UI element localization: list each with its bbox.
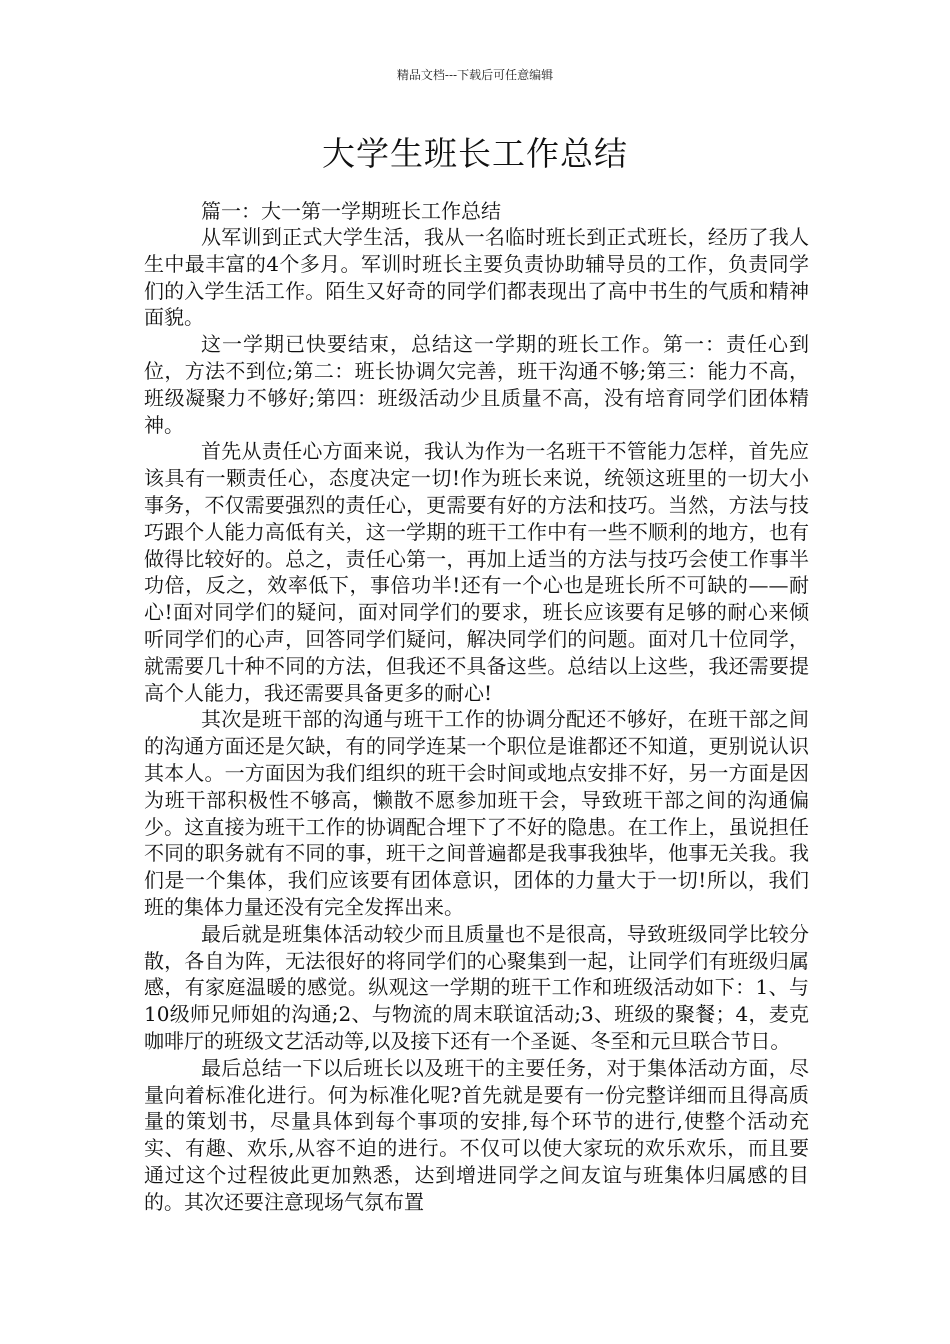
body-paragraph-4: 其次是班干部的沟通与班干工作的协调分配还不够好，在班干部之间的沟通方面还是欠缺，有的同学连某一个职位是谁都还不知道，更别说认识其本人。一方面因为我们组织的班干会时间或地点安排不好，另一方面是因为班干部积极性不够高，懒散不愿参加班干会，导致班干部之间的沟通偏少。这直接为班干工作的协调配合埋下了不好的隐患。在工作上，虽说担任不同的职务就有不同的事，班干之间普遍都是我事我独毕，他事无关我。我们是一个集体，我们应该要有团体意识，团体的力量大于一切!所以，我们班的集体力量还没有完全发挥出来。 [144, 707, 809, 919]
body-paragraph-5: 最后就是班集体活动较少而且质量也不是很高，导致班级同学比较分散，各自为阵，无法很好的将同学们的心聚集到一起，让同学们有班级归属感，有家庭温暖的感觉。纵观这一学期的班干工作和班级活动如下：1、与10级师兄师姐的沟通;2、与物流的周末联谊活动;3、班级的聚餐；4，麦克咖啡厅的班级文艺活动等,以及接下还有一个圣诞、冬至和元旦联合节日。 [144, 921, 809, 1053]
body-paragraph-2: 这一学期已快要结束，总结这一学期的班长工作。第一：责任心到位，方法不到位;第二：班长协调欠完善，班干沟通不够;第三：能力不高，班级凝聚力不够好;第四：班级活动少且质量不高，没有培育同学们团体精神。 [144, 332, 809, 437]
body-paragraph-3: 首先从责任心方面来说，我认为作为一名班干不管能力怎样，首先应该具有一颗责任心，态度决定一切!作为班长来说，统领这班里的一切大小事务，不仅需要强烈的责任心，更需要有好的方法和技巧。当然，方法与技巧跟个人能力高低有关，这一学期的班干工作中有一些不顺利的地方，也有做得比较好的。总之，责任心第一，再加上适当的方法与技巧会使工作事半功倍，反之，效率低下，事倍功半!还有一个心也是班长所不可缺的——耐心!面对同学们的疑问，面对同学们的要求，班长应该要有足够的耐心来倾听同学们的心声，回答同学们疑问，解决同学们的问题。面对几十位同学，就需要几十种不同的方法，但我还不具备这些。总结以上这些，我还需要提高个人能力，我还需要具备更多的耐心! [144, 439, 809, 705]
document-title: 大学生班长工作总结 [322, 134, 628, 173]
body-paragraph-6: 最后总结一下以后班长以及班干的主要任务，对于集体活动方面，尽量向着标准化进行。何为标准化呢?首先就是要有一份完整详细而且得高质量的策划书，尽量具体到每个事项的安排,每个环节的进行,使整个活动充实、有趣、欢乐,从容不迫的进行。不仅可以使大家玩的欢乐欢乐，而且要通过这个过程彼此更加熟悉，达到增进同学之间友谊与班集体归属感的目的。其次还要注意现场气氛布置 [144, 1055, 809, 1214]
section-heading: 篇一：大一第一学期班长工作总结 [201, 199, 501, 223]
document-body [144, 198, 809, 1215]
body-paragraph-1: 从军训到正式大学生活，我从一名临时班长到正式班长，经历了我人生中最丰富的4个多月。军训时班长主要负责协助辅导员的工作，负责同学们的入学生活工作。陌生又好奇的同学们都表现出了高中书生的气质和精神面貌。 [144, 225, 809, 330]
page-header-note: 精品文档---下载后可任意编辑 [396, 68, 554, 82]
